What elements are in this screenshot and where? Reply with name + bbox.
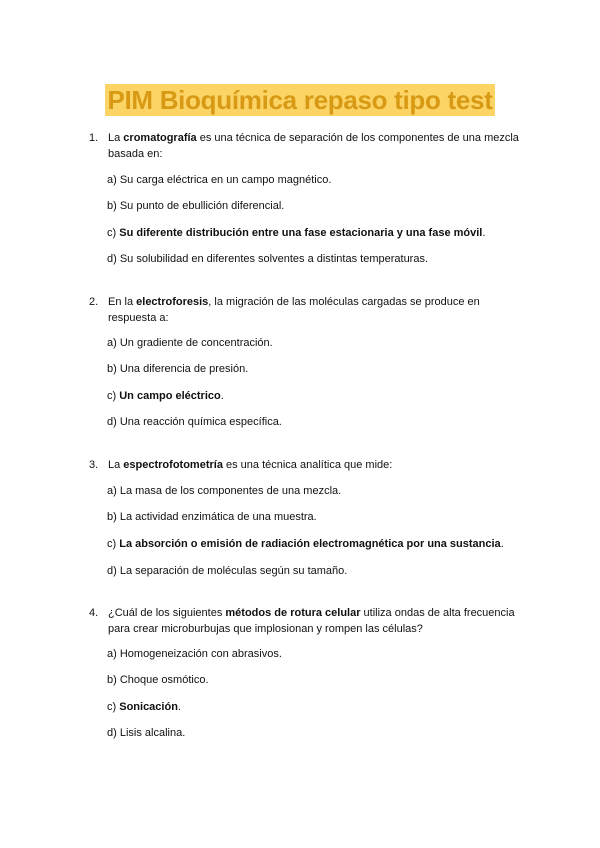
option-1a: a) Su carga eléctrica en un campo magnético. bbox=[107, 174, 332, 186]
option-4a: a) Homogeneización con abrasivos. bbox=[107, 648, 282, 660]
question-text: La cromatografía es una técnica de separación de los componentes de una mezcla basada en: bbox=[108, 132, 519, 160]
option-1d: d) Su solubilidad en diferentes solventes a distintas temperaturas. bbox=[107, 253, 429, 265]
option-2b: b) Una diferencia de presión. bbox=[107, 363, 249, 375]
question-text: En la electroforesis, la migración de las moléculas cargadas se produce en respuesta a: bbox=[108, 296, 480, 324]
option-2a: a) Un gradiente de concentración. bbox=[107, 337, 273, 349]
question-4 bbox=[89, 605, 529, 637]
option-3b: b) La actividad enzimática de una muestra. bbox=[107, 511, 317, 523]
question-1 bbox=[89, 130, 529, 162]
question-3 bbox=[89, 457, 529, 473]
option-4d: d) Lisis alcalina. bbox=[107, 727, 186, 739]
question-keyword: cromatografía bbox=[123, 132, 197, 144]
question-number: 3. bbox=[89, 459, 99, 471]
title-wrap bbox=[0, 84, 600, 116]
option-3a: a) La masa de los componentes de una mezcla. bbox=[107, 485, 342, 497]
option-2d: d) Una reacción química específica. bbox=[107, 416, 282, 428]
option-4c-correct: c) Sonicación. bbox=[107, 701, 181, 713]
question-text: ¿Cuál de los siguientes métodos de rotura celular utiliza ondas de alta frecuencia para crear microburbujas que implosionan y rompen las células? bbox=[108, 607, 515, 635]
option-3d: d) La separación de moléculas según su tamaño. bbox=[107, 565, 348, 577]
question-text: La espectrofotometría es una técnica analítica que mide: bbox=[108, 459, 393, 471]
option-1c-correct: c) Su diferente distribución entre una fase estacionaria y una fase móvil. bbox=[107, 227, 486, 239]
question-keyword: electroforesis bbox=[136, 296, 209, 308]
page-title: PIM Bioquímica repaso tipo test bbox=[107, 85, 493, 115]
question-keyword: métodos de rotura celular bbox=[225, 607, 361, 619]
question-2 bbox=[89, 294, 529, 326]
question-keyword: espectrofotometría bbox=[123, 459, 223, 471]
option-2c-correct: c) Un campo eléctrico. bbox=[107, 390, 224, 402]
question-number: 1. bbox=[89, 132, 99, 144]
option-4b: b) Choque osmótico. bbox=[107, 674, 209, 686]
question-number: 2. bbox=[89, 296, 99, 308]
option-1b: b) Su punto de ebullición diferencial. bbox=[107, 200, 285, 212]
option-3c-correct: c) La absorción o emisión de radiación electromagnética por una sustancia. bbox=[107, 538, 504, 550]
question-number: 4. bbox=[89, 607, 99, 619]
